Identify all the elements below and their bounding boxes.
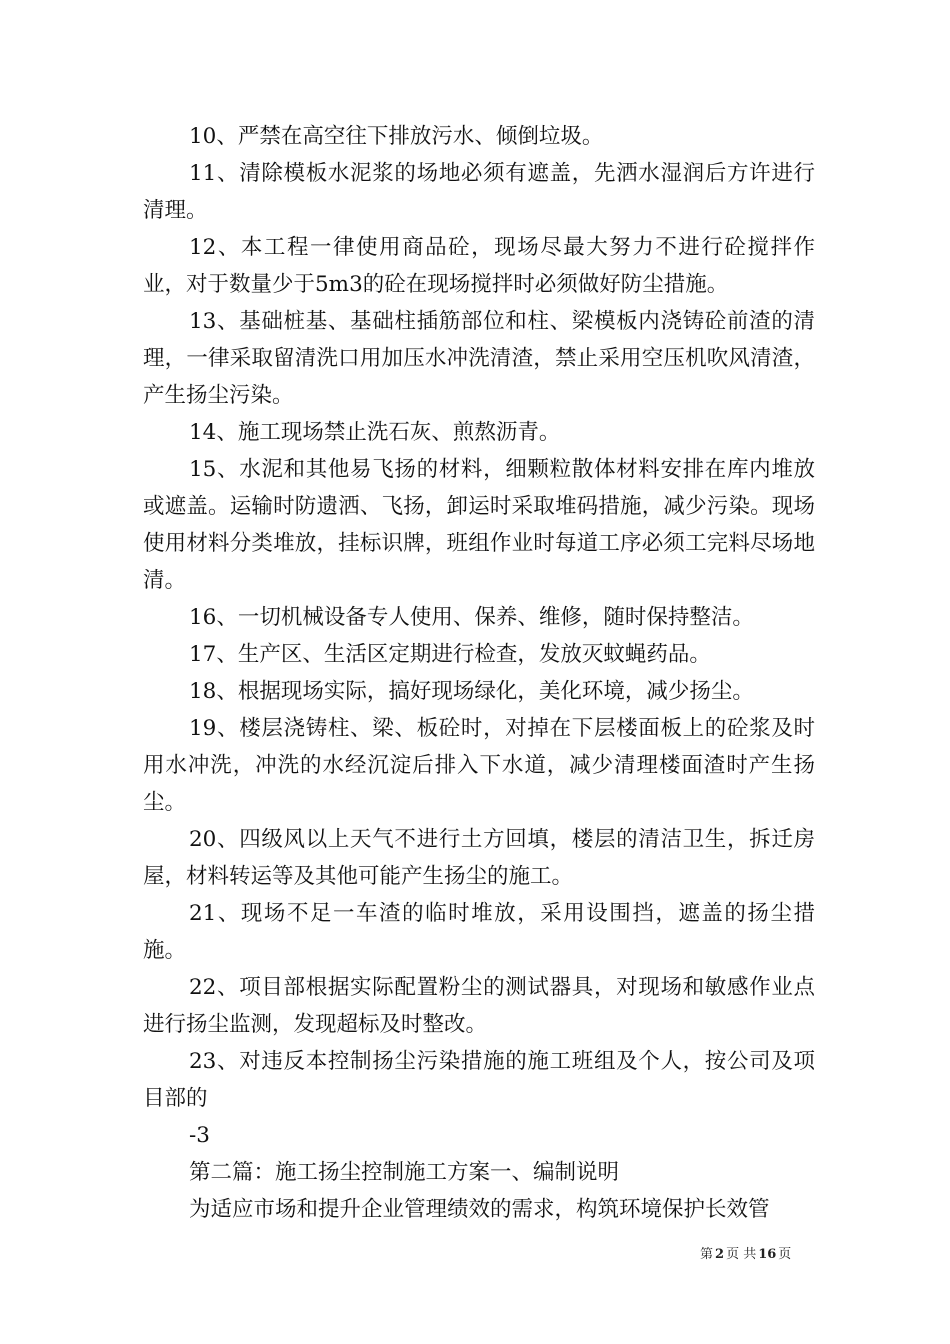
paragraph-intro: 为适应市场和提升企业管理绩效的需求，构筑环境保护长效管 — [189, 1197, 770, 1222]
page-footer — [700, 1243, 791, 1262]
section-heading: 第二篇：施工扬尘控制施工方案一、编制说明 — [189, 1160, 620, 1185]
paragraph-item-18: 18、根据现场实际，搞好现场绿化，美化环境，减少扬尘。 — [189, 679, 754, 704]
paragraph-item-17: 17、生产区、生活区定期进行检查，发放灭蚊蝇药品。 — [189, 642, 711, 667]
paragraph-item-16: 16、一切机械设备专人使用、保养、维修，随时保持整洁。 — [189, 605, 754, 630]
footer-middle: 页 共 — [726, 1247, 757, 1262]
footer-prefix: 第 — [700, 1247, 714, 1262]
paragraph-item-11: 11、清除模板水泥浆的场地必须有遮盖，先洒水湿润后方许进行清理。 — [143, 161, 815, 223]
paragraph-item-23: 23、对违反本控制扬尘污染措施的施工班组及个人，按公司及项目部的 — [143, 1049, 815, 1111]
paragraph-item-15: 15、水泥和其他易飞扬的材料，细颗粒散体材料安排在库内堆放或遮盖。运输时防遗洒、飞扬，卸运时采取堆码措施，减少污染。现场使用材料分类堆放，挂标识牌，班组作业时每道工序必须工完料尽场地清。 — [143, 457, 815, 593]
current-page-number: 2 — [715, 1247, 725, 1262]
page-marker: -3 — [189, 1123, 210, 1148]
total-page-count: 16 — [758, 1247, 777, 1262]
paragraph-item-22: 22、项目部根据实际配置粉尘的测试器具，对现场和敏感作业点进行扬尘监测，发现超标及时整改。 — [143, 975, 815, 1037]
paragraph-item-14: 14、施工现场禁止洗石灰、煎熬沥青。 — [189, 420, 561, 445]
paragraph-item-20: 20、四级风以上天气不进行土方回填，楼层的清洁卫生，拆迁房屋，材料转运等及其他可能产生扬尘的施工。 — [143, 827, 815, 889]
footer-suffix: 页 — [778, 1247, 792, 1262]
paragraph-item-10: 10、严禁在高空往下排放污水、倾倒垃圾。 — [189, 124, 604, 149]
document-body — [143, 118, 815, 1228]
paragraph-item-21: 21、现场不足一车渣的临时堆放，采用设围挡，遮盖的扬尘措施。 — [143, 901, 815, 963]
paragraph-item-13: 13、基础桩基、基础柱插筋部位和柱、梁模板内浇铸砼前渣的清理，一律采取留清洗口用加压水冲洗清渣，禁止采用空压机吹风清渣，产生扬尘污染。 — [143, 309, 815, 408]
paragraph-item-19: 19、楼层浇铸柱、梁、板砼时，对掉在下层楼面板上的砼浆及时用水冲洗，冲洗的水经沉淀后排入下水道，减少清理楼面渣时产生扬尘。 — [143, 716, 815, 815]
paragraph-item-12: 12、本工程一律使用商品砼，现场尽最大努力不进行砼搅拌作业，对于数量少于5m3的砼在现场搅拌时必须做好防尘措施。 — [143, 235, 815, 297]
